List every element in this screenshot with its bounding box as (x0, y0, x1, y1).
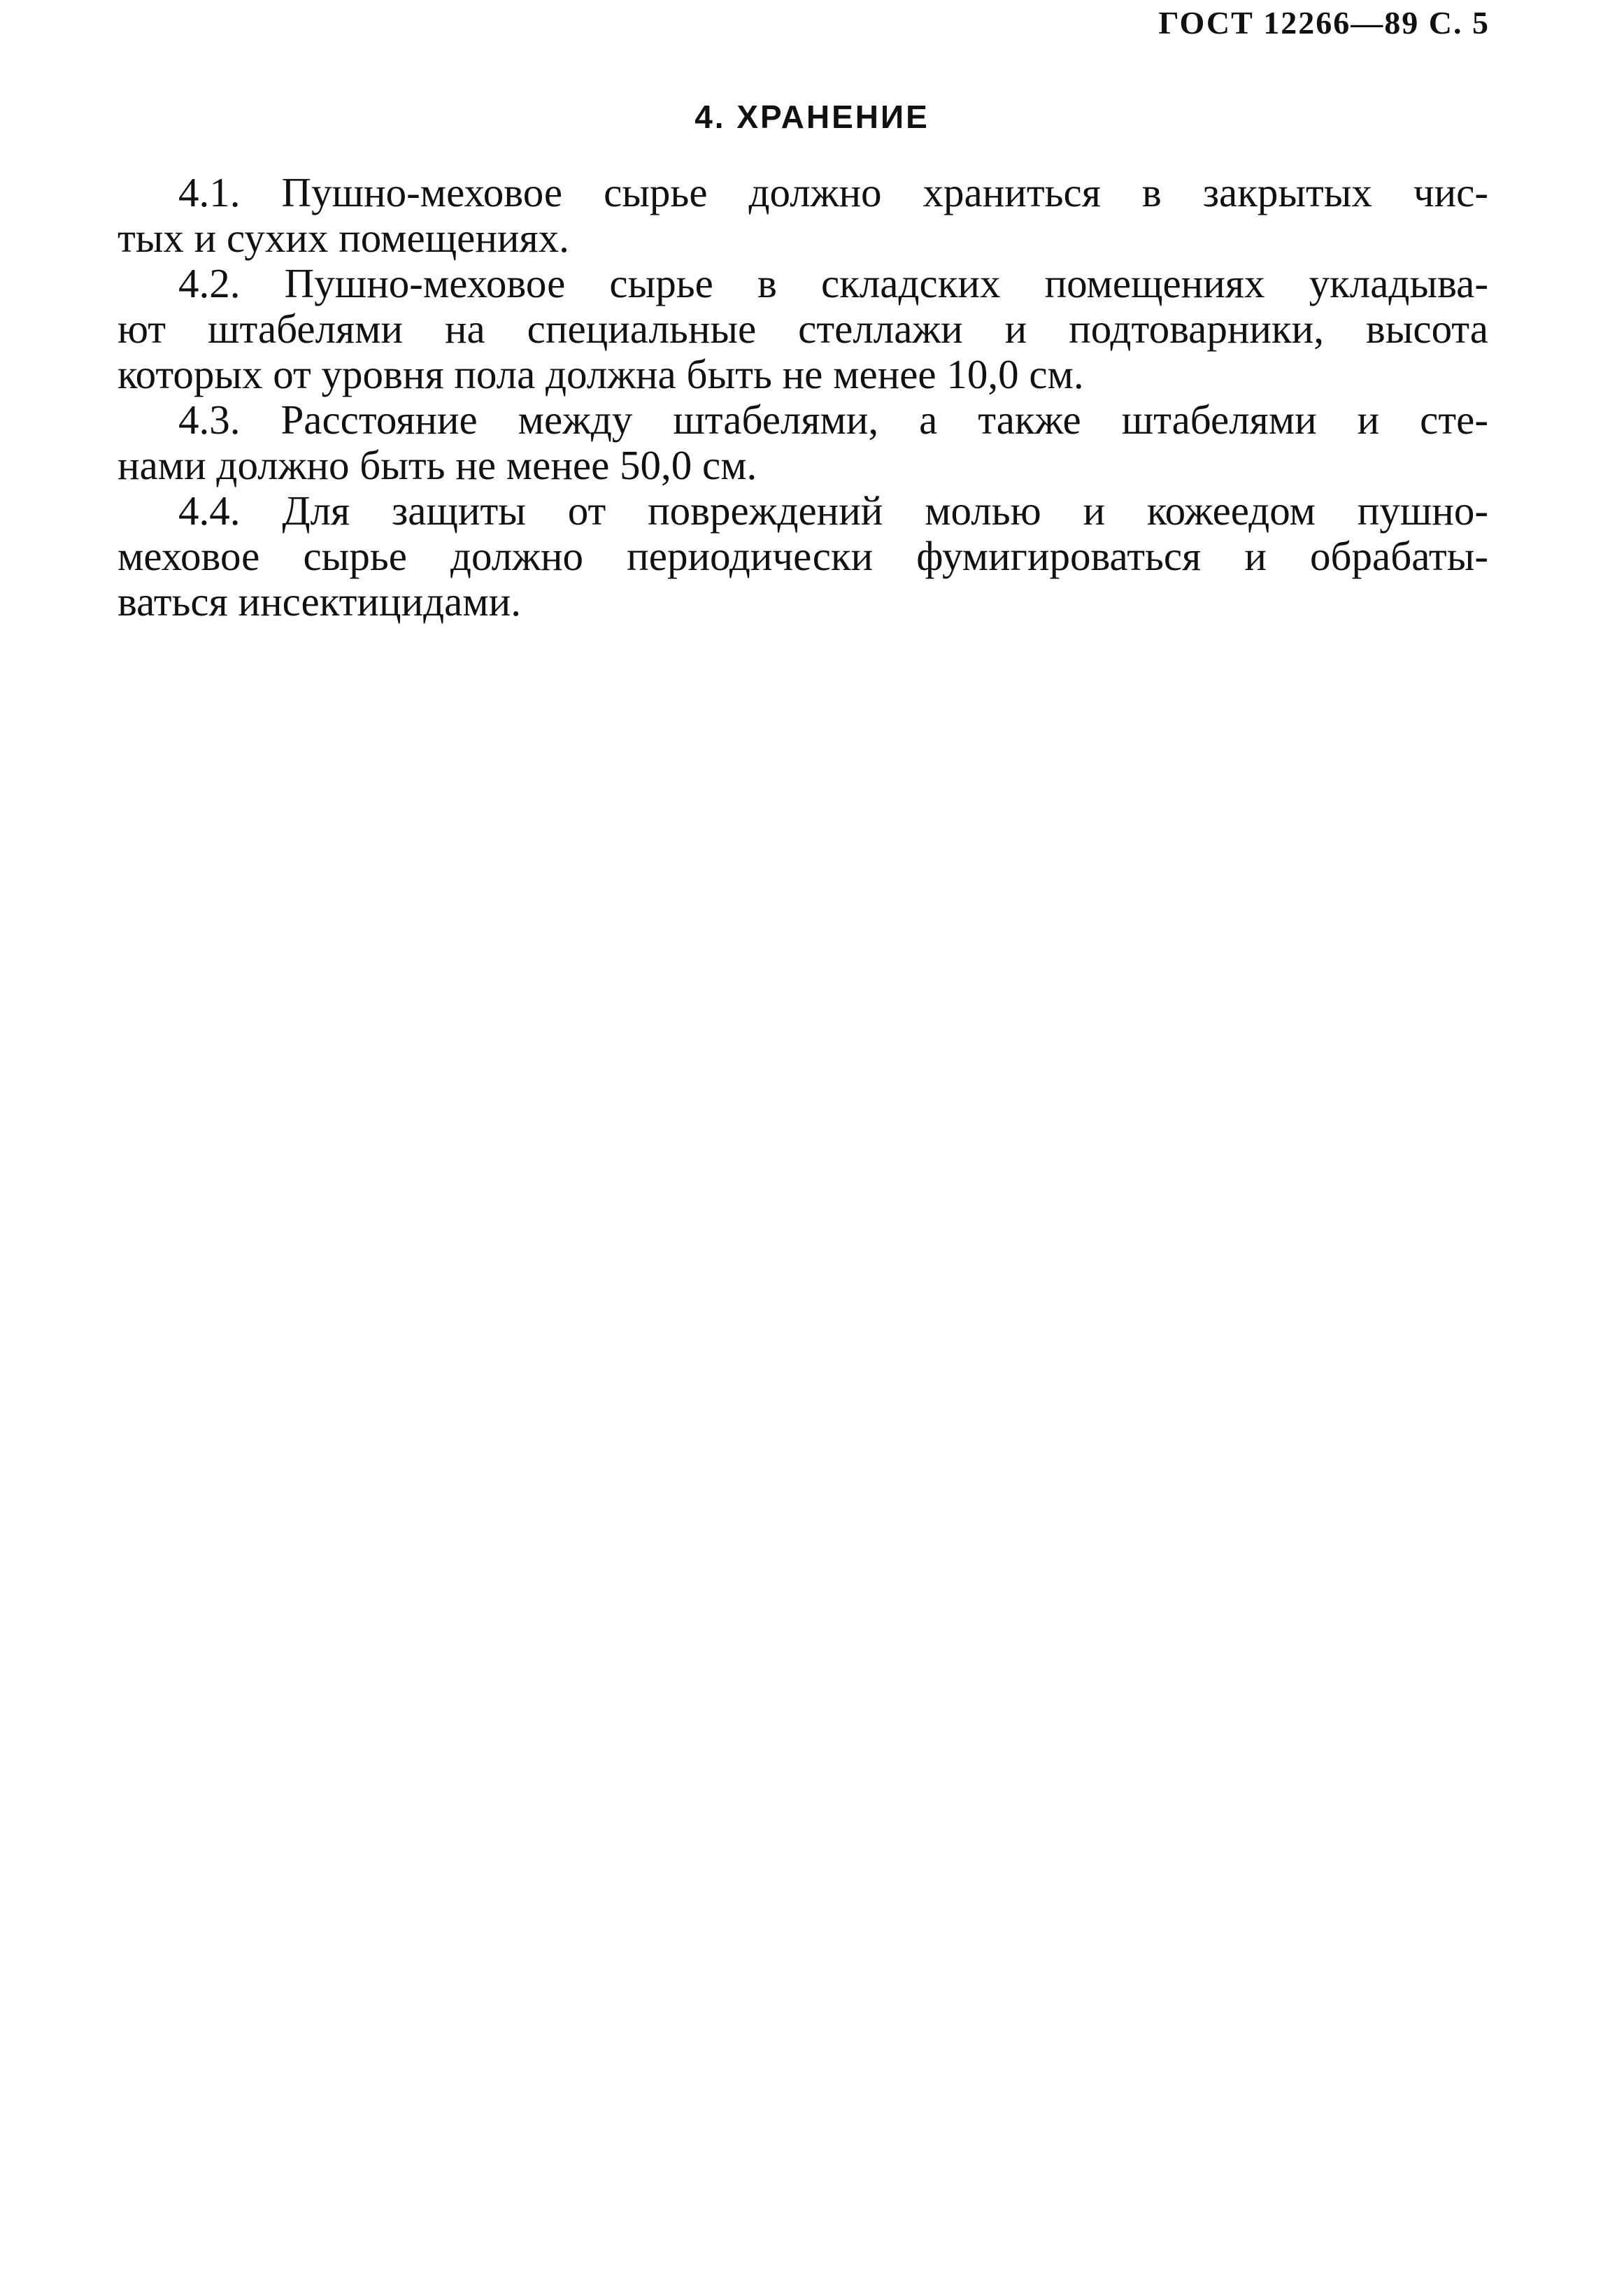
paragraph-4-2-line-2: ют штабелями на специальные стеллажи и подтоварники, высота (117, 306, 1488, 352)
paragraph-4-3-line-2: нами должно быть не менее 50,0 см. (117, 442, 757, 488)
paragraph-4-1-line-2: тых и сухих помещениях. (117, 215, 569, 261)
section-title: 4. ХРАНЕНИЕ (695, 99, 929, 135)
running-head: ГОСТ 12266—89 С. 5 (1158, 5, 1490, 41)
paragraph-4-3-line-1: 4.3. Расстояние между штабелями, а также штабелями и сте- (178, 397, 1488, 443)
paragraph-4-4-line-2: меховое сырье должно периодически фумигироваться и обрабаты- (117, 533, 1488, 579)
paragraph-4-4-line-1: 4.4. Для защиты от повреждений молью и кожеедом пушно- (178, 487, 1488, 534)
paragraph-4-1-line-1: 4.1. Пушно-меховое сырье должно храниться в закрытых чис- (178, 169, 1488, 215)
paragraph-4-2-line-3: которых от уровня пола должна быть не менее 10,0 см. (117, 351, 1084, 397)
paragraph-4-4-line-3: ваться инсектицидами. (117, 578, 522, 625)
paragraph-4-2-line-1: 4.2. Пушно-меховое сырье в складских помещениях укладыва- (178, 260, 1488, 306)
